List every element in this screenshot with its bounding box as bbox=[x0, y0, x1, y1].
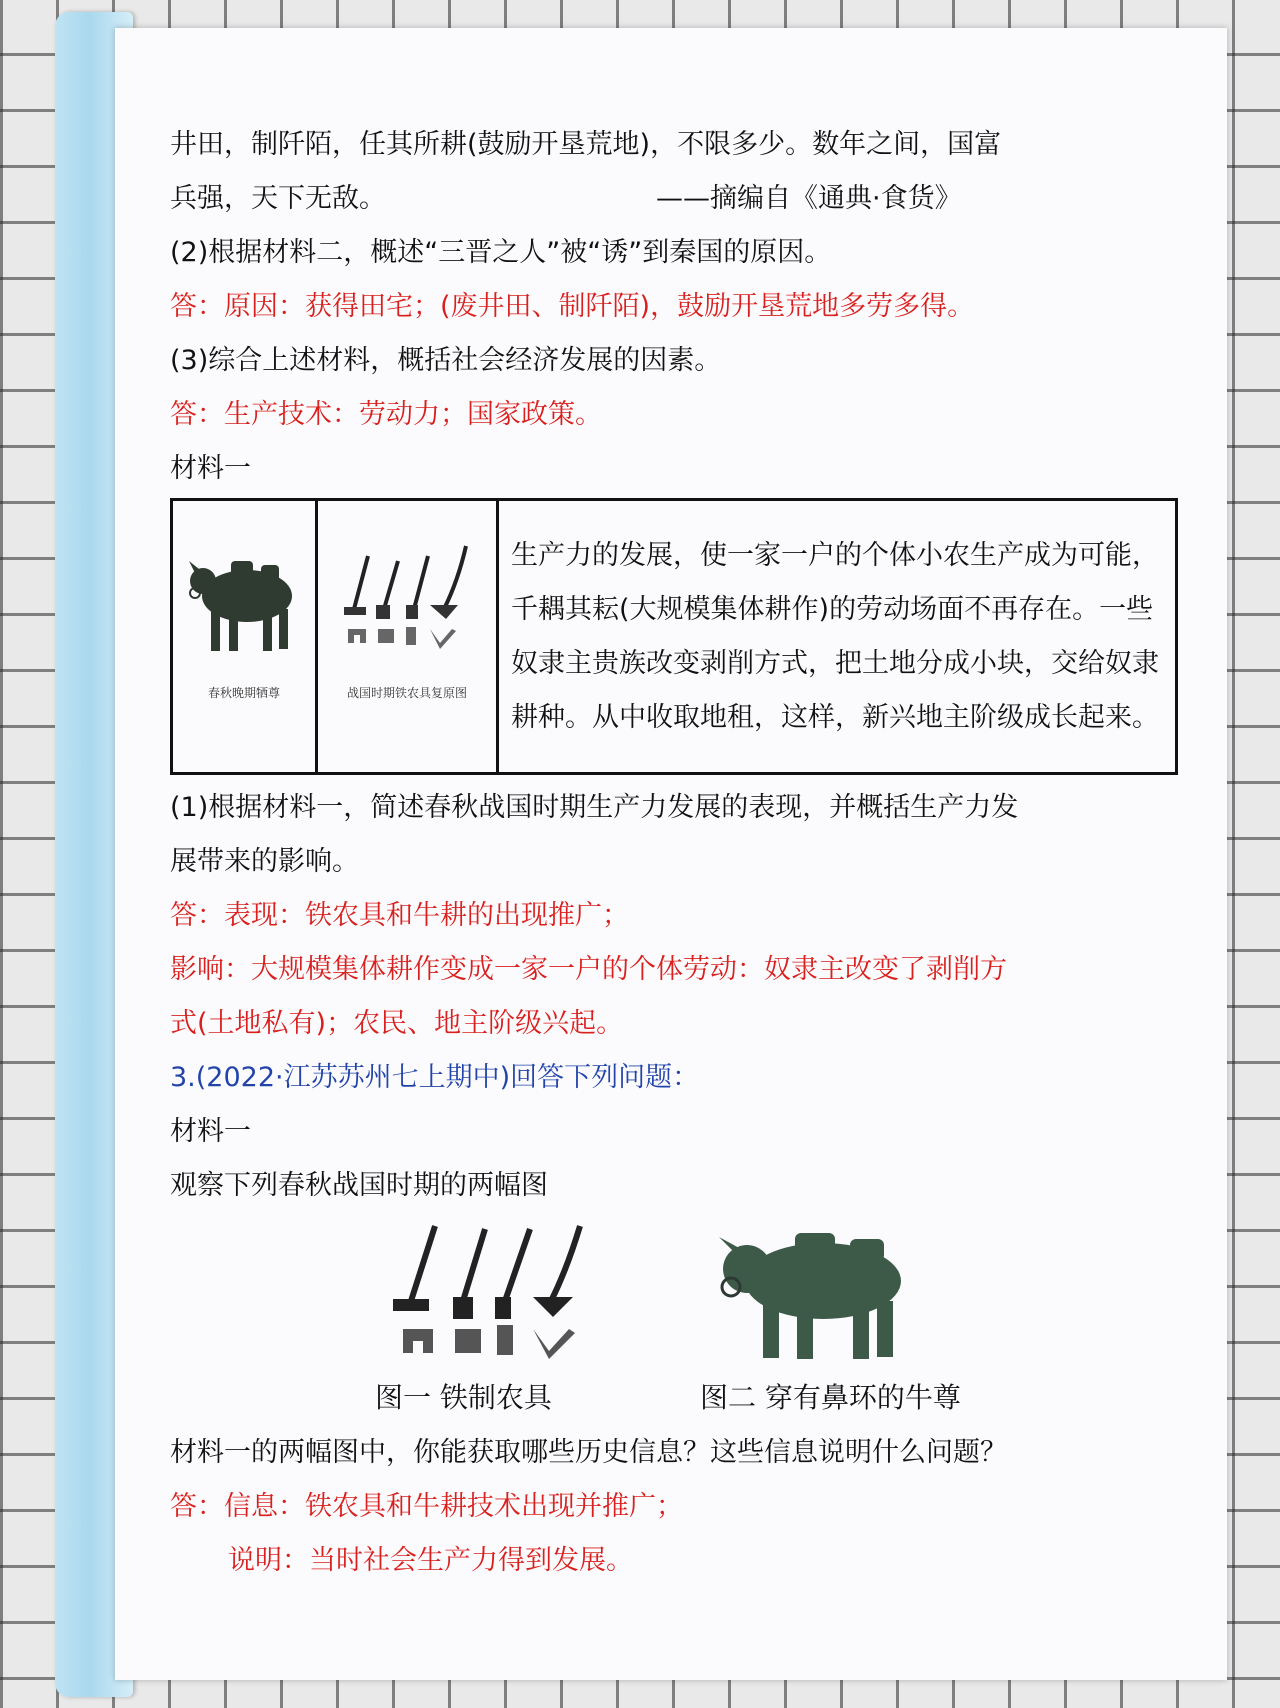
figure-1-caption: 图一 铁制农具 bbox=[375, 1381, 552, 1414]
figure-2-caption: 图二 穿有鼻环的牛尊 bbox=[700, 1381, 961, 1414]
ox-zun-cell bbox=[172, 500, 317, 774]
q3-answer-1: 答：信息：铁农具和牛耕技术出现并推广； bbox=[170, 1491, 683, 1522]
question-3-heading: 3.(2022·江苏苏州七上期中)回答下列问题： bbox=[170, 1062, 700, 1093]
material-table bbox=[170, 498, 1178, 775]
answer-2: 答：原因：获得田宅；(废井田、制阡陌)，鼓励开垦荒地多劳多得。 bbox=[170, 291, 975, 322]
q3-observe-instruction: 观察下列春秋战国时期的两幅图 bbox=[170, 1170, 548, 1201]
q3-answer-2: 说明：当时社会生产力得到发展。 bbox=[228, 1545, 633, 1576]
worksheet-page bbox=[115, 28, 1227, 1680]
figures-row bbox=[170, 1221, 1180, 1426]
question-3: (3)综合上述材料，概括社会经济发展的因素。 bbox=[170, 345, 722, 376]
material-text: 生产力的发展，使一家一户的个体小农生产成为可能，千耦其耘(大规模集体耕作)的劳动场面不再存在。一些奴隶主贵族改变剥削方式，把土地分成小块，交给奴隶耕种。从中收取地租，这样，新兴地主阶级成长起来。 bbox=[498, 500, 1177, 774]
q1-answer-3: 式(土地私有)；农民、地主阶级兴起。 bbox=[170, 1008, 624, 1039]
q3-material-label: 材料一 bbox=[170, 1116, 251, 1147]
q1-line-2: 展带来的影响。 bbox=[170, 846, 359, 877]
q1-line-1: (1)根据材料一，简述春秋战国时期生产力发展的表现，并概括生产力发 bbox=[170, 792, 1019, 823]
iron-tools-figure bbox=[375, 1221, 595, 1366]
ox-zun-figure bbox=[705, 1221, 915, 1366]
page-content bbox=[170, 118, 1180, 1588]
material-one-label: 材料一 bbox=[170, 453, 251, 484]
passage-line-1: 井田，制阡陌，任其所耕(鼓励开垦荒地)，不限多少。数年之间，国富 bbox=[170, 129, 1002, 160]
q1-answer-2: 影响：大规模集体耕作变成一家一户的个体劳动：奴隶主改变了剥削方 bbox=[170, 954, 1007, 985]
answer-3: 答：生产技术：劳动力；国家政策。 bbox=[170, 399, 602, 430]
passage-source: ——摘编自《通典·食货》 bbox=[656, 183, 962, 214]
tools-caption: 战国时期铁农具复原图 bbox=[346, 686, 467, 700]
q1-answer-1: 答：表现：铁农具和牛耕的出现推广； bbox=[170, 900, 629, 931]
passage-line-2 bbox=[170, 172, 1180, 226]
passage-text: 兵强，天下无敌。 bbox=[170, 183, 386, 214]
tools-cell bbox=[317, 500, 498, 774]
question-2: (2)根据材料二，概述“三晋之人”被“诱”到秦国的原因。 bbox=[170, 237, 832, 268]
q3-question: 材料一的两幅图中，你能获取哪些历史信息？这些信息说明什么问题？ bbox=[170, 1437, 1007, 1468]
ox-zun-caption: 春秋晚期牺尊 bbox=[207, 686, 280, 700]
